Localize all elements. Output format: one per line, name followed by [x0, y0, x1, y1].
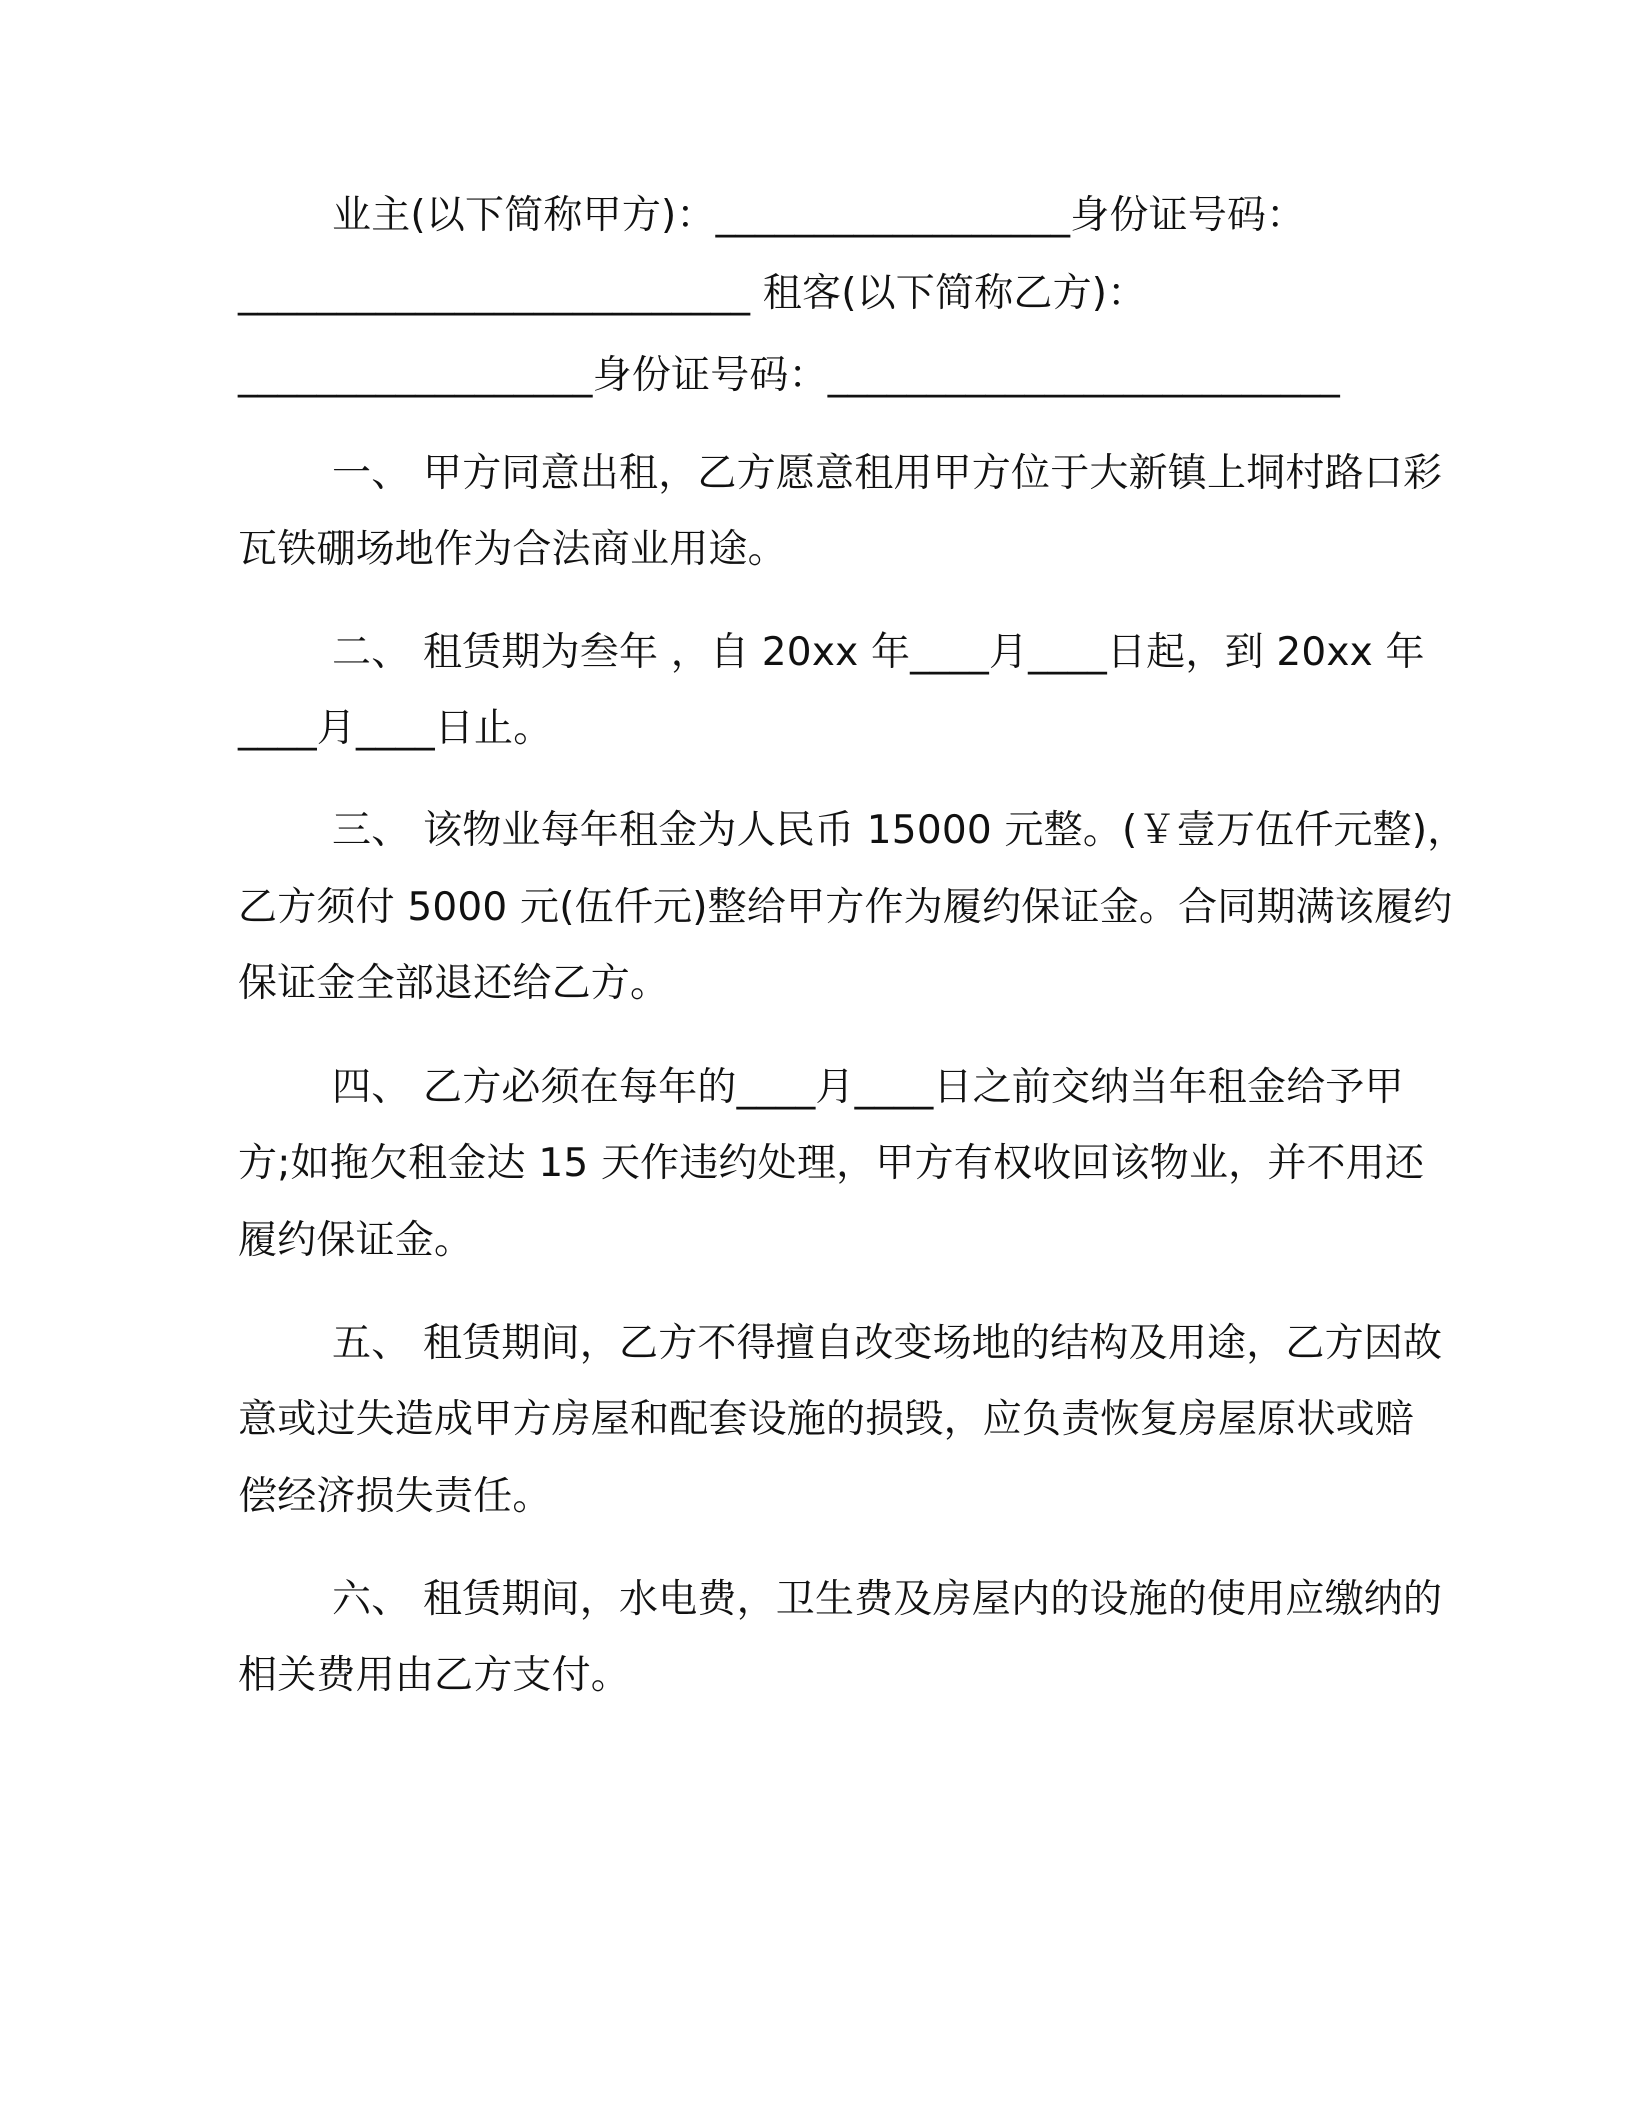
clause-4-line-2: 方;如拖欠租金达 15 天作违约处理，甲方有权收回该物业，并不用还: [238, 1141, 1425, 1186]
clause-2-line-2: ____月____日止。: [238, 706, 553, 751]
clause-6-line-2: 相关费用由乙方支付。: [238, 1653, 631, 1698]
clause-5-line-2: 意或过失造成甲方房屋和配套设施的损毁，应负责恢复房屋原状或赔: [238, 1397, 1415, 1442]
clause-4-line-3: 履约保证金。: [238, 1218, 474, 1263]
clause-3-line-1: 三、 该物业每年租金为人民币 15000 元整。(￥壹万伍仟元整)，: [332, 808, 1467, 853]
header-line-tenant: __________________________ 租客(以下简称乙方)：: [238, 271, 1147, 316]
clause-1-line-1: 一、 甲方同意出租，乙方愿意租用甲方位于大新镇上垌村路口彩: [332, 451, 1443, 496]
header-line-owner: 业主(以下简称甲方)：__________________身份证号码：: [332, 193, 1306, 238]
clause-5-line-1: 五、 租赁期间，乙方不得擅自改变场地的结构及用途，乙方因故: [332, 1321, 1443, 1366]
header-line-tenant-id: __________________身份证号码：__________________________: [238, 353, 1340, 398]
clause-4-line-1: 四、 乙方必须在每年的____月____日之前交纳当年租金给予甲: [332, 1065, 1404, 1110]
clause-5-line-3: 偿经济损失责任。: [238, 1474, 552, 1519]
clause-1-line-2: 瓦铁硼场地作为合法商业用途。: [238, 527, 787, 572]
clause-3-line-3: 保证金全部退还给乙方。: [238, 961, 670, 1006]
clause-2-line-1: 二、 租赁期为叁年 ，自 20xx 年____月____日起，到 20xx 年: [332, 630, 1425, 675]
clause-6-line-1: 六、 租赁期间，水电费，卫生费及房屋内的设施的使用应缴纳的: [332, 1577, 1443, 1622]
clause-3-line-2: 乙方须付 5000 元(伍仟元)整给甲方作为履约保证金。合同期满该履约: [238, 885, 1453, 930]
